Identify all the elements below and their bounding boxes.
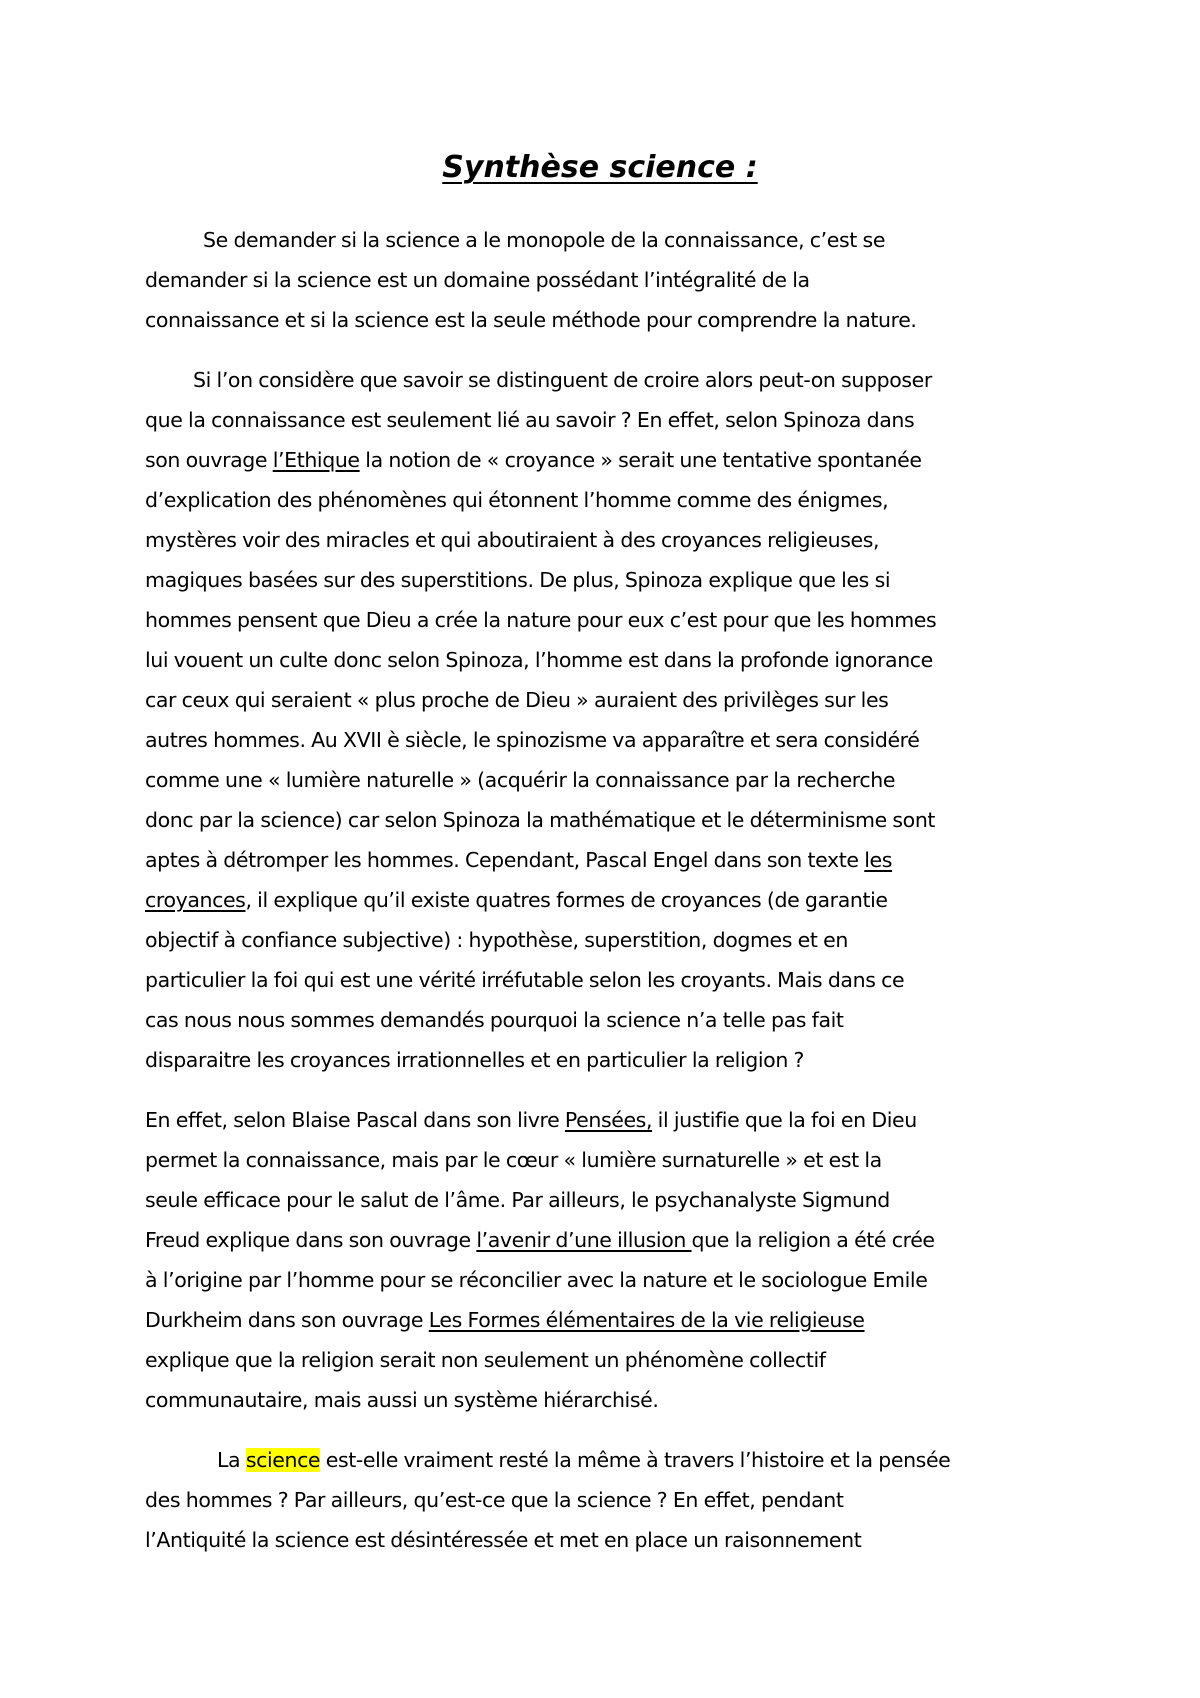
underlined-title: l’Ethique [272,448,360,472]
text-line [145,520,1085,560]
paragraph [145,1440,1085,1560]
underlined-title: croyances [145,888,246,912]
text-segment: son ouvrage [145,448,273,472]
text-segment: d’explication des phénomènes qui étonnent l’homme comme des énigmes, [145,488,889,512]
text-segment: disparaitre les croyances irrationnelles et en particulier la religion ? [145,1048,805,1072]
text-line [145,1220,1085,1260]
underlined-title: Les Formes élémentaires de la vie religieuse [428,1308,865,1332]
text-segment: l’Antiquité la science est désintéressée et met en place un raisonnement [145,1528,862,1552]
text-line [145,400,1085,440]
text-segment: Si l’on considère que savoir se distinguent de croire alors peut-on supposer [193,368,932,392]
text-line [145,1000,1085,1040]
text-line [145,1180,1085,1220]
text-line [145,880,1085,920]
text-segment: comme une « lumière naturelle » (acquérir la connaissance par la recherche [145,768,896,792]
text-line [145,680,1085,720]
text-segment: il justifie que la foi en Dieu [652,1108,917,1132]
text-line [145,640,1085,680]
text-segment: que la religion a été crée [691,1228,935,1252]
text-segment: Freud explique dans son ouvrage [145,1228,477,1252]
text-segment: permet la connaissance, mais par le cœur « lumière surnaturelle » et est la [145,1148,882,1172]
text-segment: Durkheim dans son ouvrage [145,1308,429,1332]
text-segment: , il explique qu’il existe quatres formes de croyances (de garantie [245,888,888,912]
text-segment: magiques basées sur des superstitions. De plus, Spinoza explique que les si [145,568,891,592]
text-segment: connaissance et si la science est la seule méthode pour comprendre la nature. [145,308,917,332]
text-segment: car ceux qui seraient « plus proche de Dieu » auraient des privilèges sur les [145,688,889,712]
text-line [145,360,1085,400]
text-segment: autres hommes. Au XVII è siècle, le spinozisme va apparaître et sera considéré [145,728,920,752]
text-line [145,1380,1085,1420]
text-line [145,1480,1085,1520]
text-line [145,1040,1085,1080]
text-line [145,440,1085,480]
text-segment: mystères voir des miracles et qui aboutiraient à des croyances religieuses, [145,528,880,552]
text-segment: donc par la science) car selon Spinoza la mathématique et le déterminisme sont [145,808,936,832]
highlighted-word: science [245,1448,321,1472]
text-segment: aptes à détromper les hommes. Cependant, Pascal Engel dans son texte [145,848,865,872]
text-line [145,560,1085,600]
text-line [145,720,1085,760]
text-segment: que la connaissance est seulement lié au savoir ? En effet, selon Spinoza dans [145,408,915,432]
text-segment: objectif à confiance subjective) : hypothèse, superstition, dogmes et en [145,928,848,952]
text-line [145,760,1085,800]
text-line [145,1520,1085,1560]
text-line [145,1340,1085,1380]
text-segment: communautaire, mais aussi un système hiérarchisé. [145,1388,659,1412]
text-line [145,480,1085,520]
text-segment: à l’origine par l’homme pour se réconcilier avec la nature et le sociologue Emile [145,1268,928,1292]
document-body [145,220,1085,1580]
text-line [145,960,1085,1000]
underlined-title: les [864,848,893,872]
text-line [145,220,1085,260]
text-line [145,840,1085,880]
text-segment: demander si la science est un domaine possédant l’intégralité de la [145,268,810,292]
text-line [145,1100,1085,1140]
paragraph [145,220,1085,340]
text-segment: explique que la religion serait non seulement un phénomène collectif [145,1348,826,1372]
text-line [145,800,1085,840]
underlined-title: Pensées, [564,1108,653,1132]
document-title: Synthèse science : [442,150,758,185]
text-segment: seule efficace pour le salut de l’âme. Par ailleurs, le psychanalyste Sigmund [145,1188,890,1212]
text-line [145,1300,1085,1340]
text-line [145,1140,1085,1180]
text-segment: des hommes ? Par ailleurs, qu’est-ce que la science ? En effet, pendant [145,1488,844,1512]
text-line [145,260,1085,300]
text-segment: En effet, selon Blaise Pascal dans son livre [145,1108,565,1132]
text-segment: la notion de « croyance » serait une tentative spontanée [359,448,922,472]
text-segment: lui vouent un culte donc selon Spinoza, l’homme est dans la profonde ignorance [145,648,933,672]
underlined-title: l’avenir d’une illusion [476,1228,692,1252]
text-line [145,300,1085,340]
text-line [145,1260,1085,1300]
text-segment: hommes pensent que Dieu a crée la nature pour eux c’est pour que les hommes [145,608,937,632]
text-line [145,600,1085,640]
text-line [145,1440,1085,1480]
text-segment: est-elle vraiment resté la même à travers l’histoire et la pensée [320,1448,951,1472]
text-segment: La [217,1448,246,1472]
paragraph [145,360,1085,1080]
text-segment: particulier la foi qui est une vérité irréfutable selon les croyants. Mais dans ce [145,968,905,992]
text-segment: Se demander si la science a le monopole de la connaissance, c’est se [203,228,886,252]
paragraph [145,1100,1085,1420]
text-line [145,920,1085,960]
text-segment: cas nous nous sommes demandés pourquoi la science n’a telle pas fait [145,1008,844,1032]
